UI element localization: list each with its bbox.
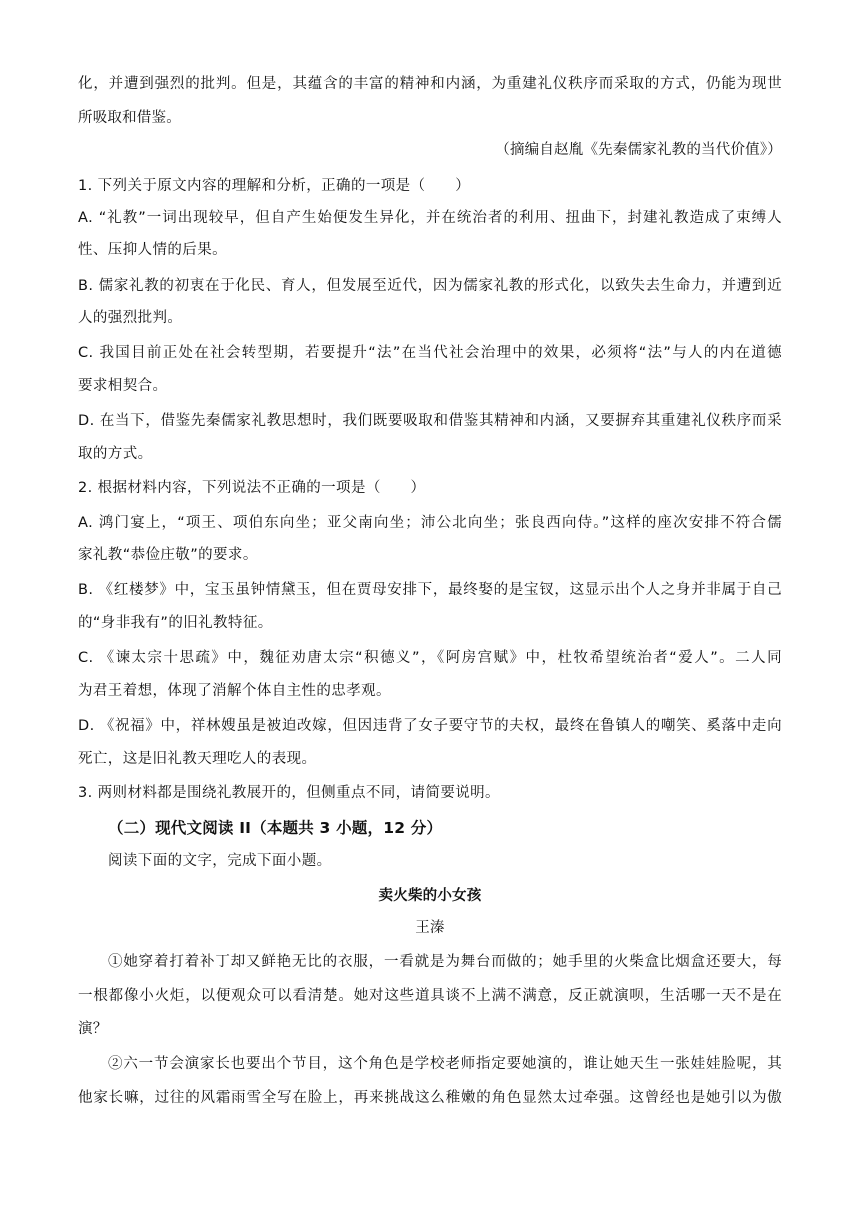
story-title: 卖火柴的小女孩 xyxy=(378,887,482,904)
q1-option-a: A. “礼教”一词出现较早，但自产生始便发生异化，并在统治者的利用、扭曲下，封建礼教造成了束缚人 xyxy=(78,210,782,226)
story-paragraph-line: 演？ xyxy=(78,1021,108,1037)
passage-line: 所吸取和借鉴。 xyxy=(78,110,181,126)
question-1-stem: 1. 下列关于原文内容的理解和分析，正确的一项是（ ） xyxy=(78,178,471,194)
q2-option-a: A. 鸿门宴上，“项王、项伯东向坐；亚父南向坐；沛公北向坐；张良西向侍。”这样的座次安排不符合儒 xyxy=(78,515,782,531)
q2-option-d: D. 《祝福》中，祥林嫂虽是被迫改嫁，但因违背了女子要守节的夫权，最终在鲁镇人的嘲笑、奚落中走向 xyxy=(78,718,782,734)
story-paragraph-line: ①她穿着打着补丁却又鲜艳无比的衣服，一看就是为舞台而做的；她手里的火柴盒比烟盒还要大，每 xyxy=(108,954,782,970)
q2-option-d-cont: 死亡，这是旧礼教天理吃人的表现。 xyxy=(78,751,317,767)
q1-option-c-cont: 要求相契合。 xyxy=(78,378,168,394)
story-paragraph-line: 他家长嘛，过往的风霜雨雪全写在脸上，再来挑战这么稚嫩的角色显然太过牵强。这曾经也是她引以为傲 xyxy=(78,1090,782,1106)
story-paragraph-line: 一根都像小火炬，以便观众可以看清楚。她对这些道具谈不上满不满意，反正就演呗，生活哪一天不是在 xyxy=(78,988,782,1004)
q1-option-c: C. 我国目前正处在社会转型期，若要提升“法”在当代社会治理中的效果，必须将“法”与人的内在道德 xyxy=(78,345,782,361)
q2-option-b: B. 《红楼梦》中，宝玉虽钟情黛玉，但在贾母安排下，最终娶的是宝钗，这显示出个人之身并非属于自己 xyxy=(78,582,782,598)
section-instruction: 阅读下面的文字，完成下面小题。 xyxy=(108,853,332,869)
passage-line: 化，并遭到强烈的批判。但是，其蕴含的丰富的精神和内涵，为重建礼仪秩序而采取的方式，仍能为现世 xyxy=(78,76,782,92)
q2-option-b-cont: 的“身非我有”的旧礼教特征。 xyxy=(78,615,273,631)
story-paragraph-line: ②六一节会演家长也要出个节目，这个角色是学校老师指定要她演的，谁让她天生一张娃娃脸呢，其 xyxy=(108,1056,782,1072)
q2-option-c-cont: 为君王着想，体现了消解个体自主性的忠孝观。 xyxy=(78,683,391,699)
q1-option-b: B. 儒家礼教的初衷在于化民、育人，但发展至近代，因为儒家礼教的形式化，以致失去生命力，并遭到近 xyxy=(78,278,782,294)
q1-option-d-cont: 取的方式。 xyxy=(78,446,153,462)
question-2-stem: 2. 根据材料内容，下列说法不正确的一项是（ ） xyxy=(78,480,426,496)
section-heading: （二）现代文阅读 II（本题共 3 小题，12 分） xyxy=(108,819,443,837)
q2-option-a-cont: 家礼教“恭俭庄敬”的要求。 xyxy=(78,547,258,563)
question-3-stem: 3. 两则材料都是围绕礼教展开的，但侧重点不同，请简要说明。 xyxy=(78,785,500,801)
passage-source: （摘编自赵胤《先秦儒家礼教的当代价值》） xyxy=(495,142,782,158)
q1-option-d: D. 在当下，借鉴先秦儒家礼教思想时，我们既要吸取和借鉴其精神和内涵，又要摒弃其重建礼仪秩序而采 xyxy=(78,413,782,429)
q1-option-b-cont: 人的强烈批判。 xyxy=(78,310,183,326)
story-author: 王溱 xyxy=(415,920,445,936)
q2-option-c: C. 《谏太宗十思疏》中，魏征劝唐太宗“积德义”，《阿房宫赋》中，杜牧希望统治者“爱人”。二人同 xyxy=(78,650,782,666)
q1-option-a-cont: 性、压抑人情的后果。 xyxy=(78,242,227,258)
